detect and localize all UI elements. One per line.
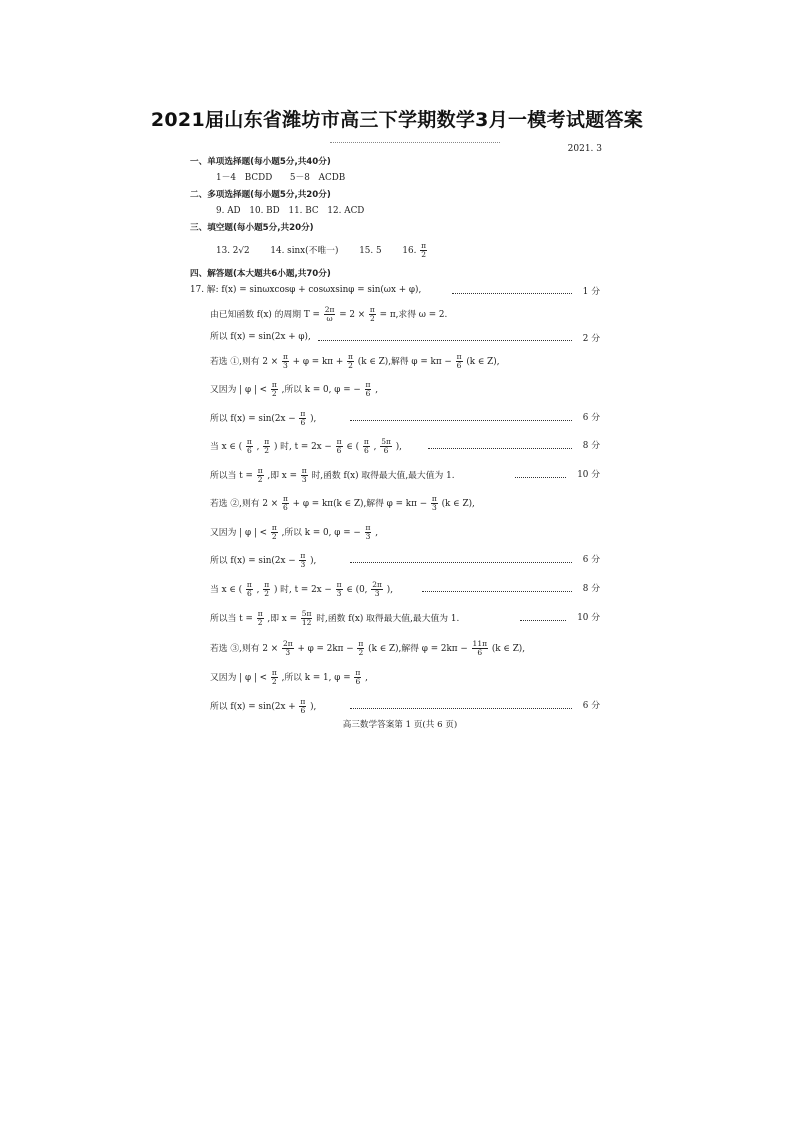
dot-leader [422, 591, 572, 592]
section-4-heading: 四、解答题(本大题共6小题,共70分) [190, 269, 331, 279]
solution-line-14: 若选 ③,则有 2 × $\frac{2\pi}{3}$ + φ = 2kπ − $\frac{\pi}{2}$ (k ∈ Z),解得 φ = 2kπ − $\frac{11\pi}{6}$ (k ∈ Z), [210, 639, 526, 657]
answer-13: 13. 2√2 [216, 246, 250, 256]
solution-line-11: 所以 f(x) = sin(2x − $\frac{\pi}{3}$ ), [210, 551, 317, 569]
score-mark: 2 分 [582, 334, 600, 344]
dot-leader [350, 420, 572, 421]
page-footer: 高三数学答案第 1 页(共 6 页) [342, 720, 458, 730]
score-mark: 1 分 [582, 287, 600, 297]
dot-leader [428, 448, 572, 449]
answer-14: 14. sinx(不唯一) [270, 246, 339, 256]
score-mark: 6 分 [582, 701, 600, 711]
dot-leader [520, 620, 566, 621]
answer-16-fraction: $\frac{\pi}{2}$ [421, 241, 427, 259]
score-mark: 10 分 [577, 613, 600, 623]
dot-leader [350, 562, 572, 563]
answer-15: 15. 5 [359, 246, 382, 256]
dot-leader [350, 708, 572, 709]
solution-line-8: 所以当 t = $\frac{\pi}{2}$ ,即 x = $\frac{\pi}{3}$ 时,函数 f(x) 取得最大值,最大值为 1. [210, 466, 455, 484]
scanned-answer-sheet [190, 138, 610, 733]
section-3-heading: 三、填空题(每小题5分,共20分) [190, 223, 314, 233]
exam-date: 2021. 3 [567, 144, 602, 154]
document-title: 2021届山东省潍坊市高三下学期数学3月一模考试题答案 [150, 109, 644, 131]
dot-leader [452, 293, 572, 294]
dot-leader [515, 477, 566, 478]
solution-line-6: 所以 f(x) = sin(2x − $\frac{\pi}{6}$ ), [210, 409, 317, 427]
scan-artifact-line [330, 142, 500, 146]
section-1-heading: 一、单项选择题(每小题5分,共40分) [190, 157, 331, 167]
solution-line-2: 由已知函数 f(x) 的周期 T = $\frac{2\pi}{\omega}$ = 2 × $\frac{\pi}{2}$ = π,求得 ω = 2. [210, 305, 448, 323]
solution-line-13: 所以当 t = $\frac{\pi}{2}$ ,即 x = $\frac{5\pi}{12}$ 时,函数 f(x) 取得最大值,最大值为 1. [210, 609, 460, 627]
section-2-answers: 9. AD 10. BD 11. BC 12. ACD [216, 206, 365, 216]
solution-line-5: 又因为 | φ | < $\frac{\pi}{2}$ ,所以 k = 0, φ = − $\frac{\pi}{6}$ , [210, 380, 379, 398]
score-mark: 10 分 [577, 470, 600, 480]
section-2-heading: 二、多项选择题(每小题5分,共20分) [190, 190, 331, 200]
section-1-answers: 1－4 BCDD 5－8 ACDB [216, 173, 346, 183]
score-mark: 6 分 [582, 413, 600, 423]
score-mark: 8 分 [582, 584, 600, 594]
solution-line-15: 又因为 | φ | < $\frac{\pi}{2}$ ,所以 k = 1, φ = $\frac{\pi}{6}$ , [210, 668, 368, 686]
solution-line-7: 当 x ∈ ( $\frac{\pi}{6}$ , $\frac{\pi}{2}$ ) 时, t = 2x − $\frac{\pi}{6}$ ∈ ( $\frac{\pi}{6}$ , $\frac{5\pi}{6}$ ), [210, 437, 402, 455]
score-mark: 8 分 [582, 441, 600, 451]
solution-line-1: 17. 解: f(x) = sinωxcosφ + cosωxsinφ = sin(ωx + φ), [190, 285, 422, 295]
section-3-answers [216, 242, 428, 259]
solution-line-12: 当 x ∈ ( $\frac{\pi}{6}$ , $\frac{\pi}{2}$ ) 时, t = 2x − $\frac{\pi}{3}$ ∈ (0, $\frac{2\pi}{3}$ ), [210, 580, 393, 598]
solution-line-3: 所以 f(x) = sin(2x + φ), [210, 332, 311, 342]
solution-line-4: 若选 ①,则有 2 × $\frac{\pi}{3}$ + φ = kπ + $\frac{\pi}{2}$ (k ∈ Z),解得 φ = kπ − $\frac{\pi}{6}$ (k ∈ Z), [210, 352, 500, 370]
solution-line-10: 又因为 | φ | < $\frac{\pi}{2}$ ,所以 k = 0, φ = − $\frac{\pi}{3}$ , [210, 523, 379, 541]
answer-16-label: 16. [402, 246, 417, 256]
dot-leader [318, 340, 572, 341]
solution-line-9: 若选 ②,则有 2 × $\frac{\pi}{6}$ + φ = kπ(k ∈ Z),解得 φ = kπ − $\frac{\pi}{3}$ (k ∈ Z), [210, 494, 475, 512]
score-mark: 6 分 [582, 555, 600, 565]
solution-line-16: 所以 f(x) = sin(2x + $\frac{\pi}{6}$ ), [210, 697, 317, 715]
